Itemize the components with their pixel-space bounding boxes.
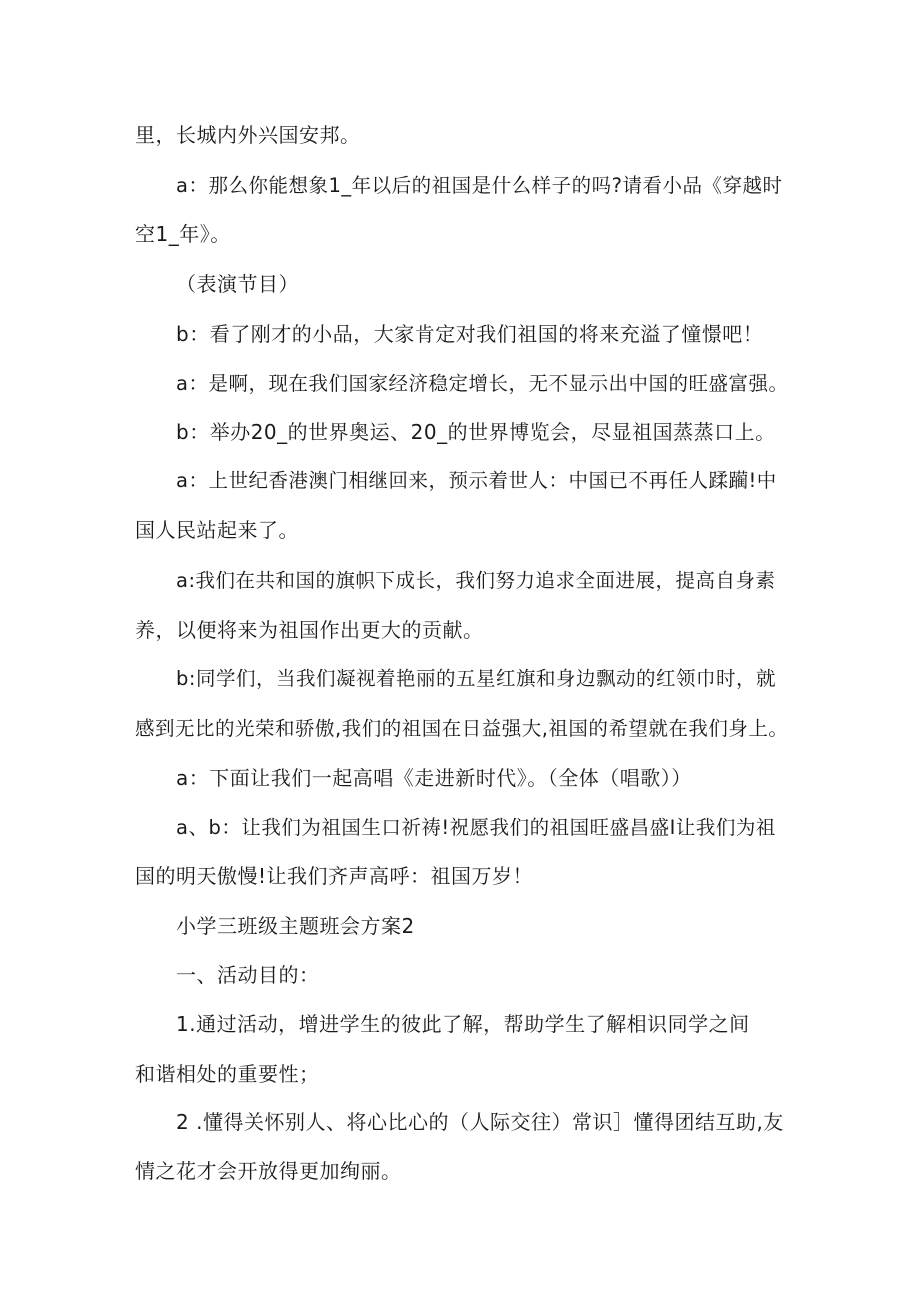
text-line: a:我们在共和国的旗帜下成长，我们努力追求全面进展，提高自身素 xyxy=(176,569,776,592)
text-line: b：看了刚才的小品，大家肯定对我们祖国的将来充溢了憧憬吧！ xyxy=(176,322,764,346)
text-line: 国的明天傲慢!让我们齐声高呼：祖国万岁！ xyxy=(135,864,534,888)
text-line: a：是啊，现在我们国家经济稳定增长，无不显示出中国的旺盛富强。 xyxy=(176,372,789,395)
text-line: 和谐相处的重要性； xyxy=(135,1062,320,1086)
text-line: 1.通过活动，增进学生的彼此了解，帮助学生了解相识同学之间 xyxy=(176,1012,750,1036)
text-line: a：上世纪香港澳门相继回来，预示着世人：中国已不再任人蹂躏!中 xyxy=(176,469,777,492)
text-line: a：那么你能想象1_年以后的祖国是什么样子的吗?请看小品《穿越时 xyxy=(176,174,783,197)
text-line: a、b：让我们为祖国生口祈祷!祝愿我们的祖国旺盛昌盛I让我们为祖 xyxy=(176,816,776,839)
text-line: 空1_年》。 xyxy=(135,222,231,246)
text-line: 国人民站起来了。 xyxy=(135,518,299,542)
text-line: a：下面让我们一起高唱《走进新时代》。（全体（唱歌）） xyxy=(176,766,692,790)
text-line: 感到无比的光荣和骄傲,我们的祖国在日益强大,祖国的希望就在我们身上。 xyxy=(135,717,789,740)
text-line: 里，长城内外兴国安邦。 xyxy=(135,123,361,147)
section-heading: 小学三班级主题班会方案2 xyxy=(176,914,415,938)
text-line: b：举办20_的世界奥运、20_的世界博览会，尽显祖国蒸蒸口上。 xyxy=(176,420,776,444)
text-line: 一、活动目的： xyxy=(176,963,320,987)
text-line: 情之花才会开放得更加绚丽。 xyxy=(135,1159,402,1183)
text-line: 养，以便将来为祖国作出更大的贡献。 xyxy=(135,618,484,642)
text-line: （表演节目） xyxy=(176,272,299,296)
text-line: 2 .懂得关怀别人、将心比心的（人际交往）常识］懂得团结互助,友 xyxy=(176,1110,784,1134)
text-line: b:同学们，当我们凝视着艳丽的五星红旗和身边飘动的红领巾时，就 xyxy=(176,667,776,690)
